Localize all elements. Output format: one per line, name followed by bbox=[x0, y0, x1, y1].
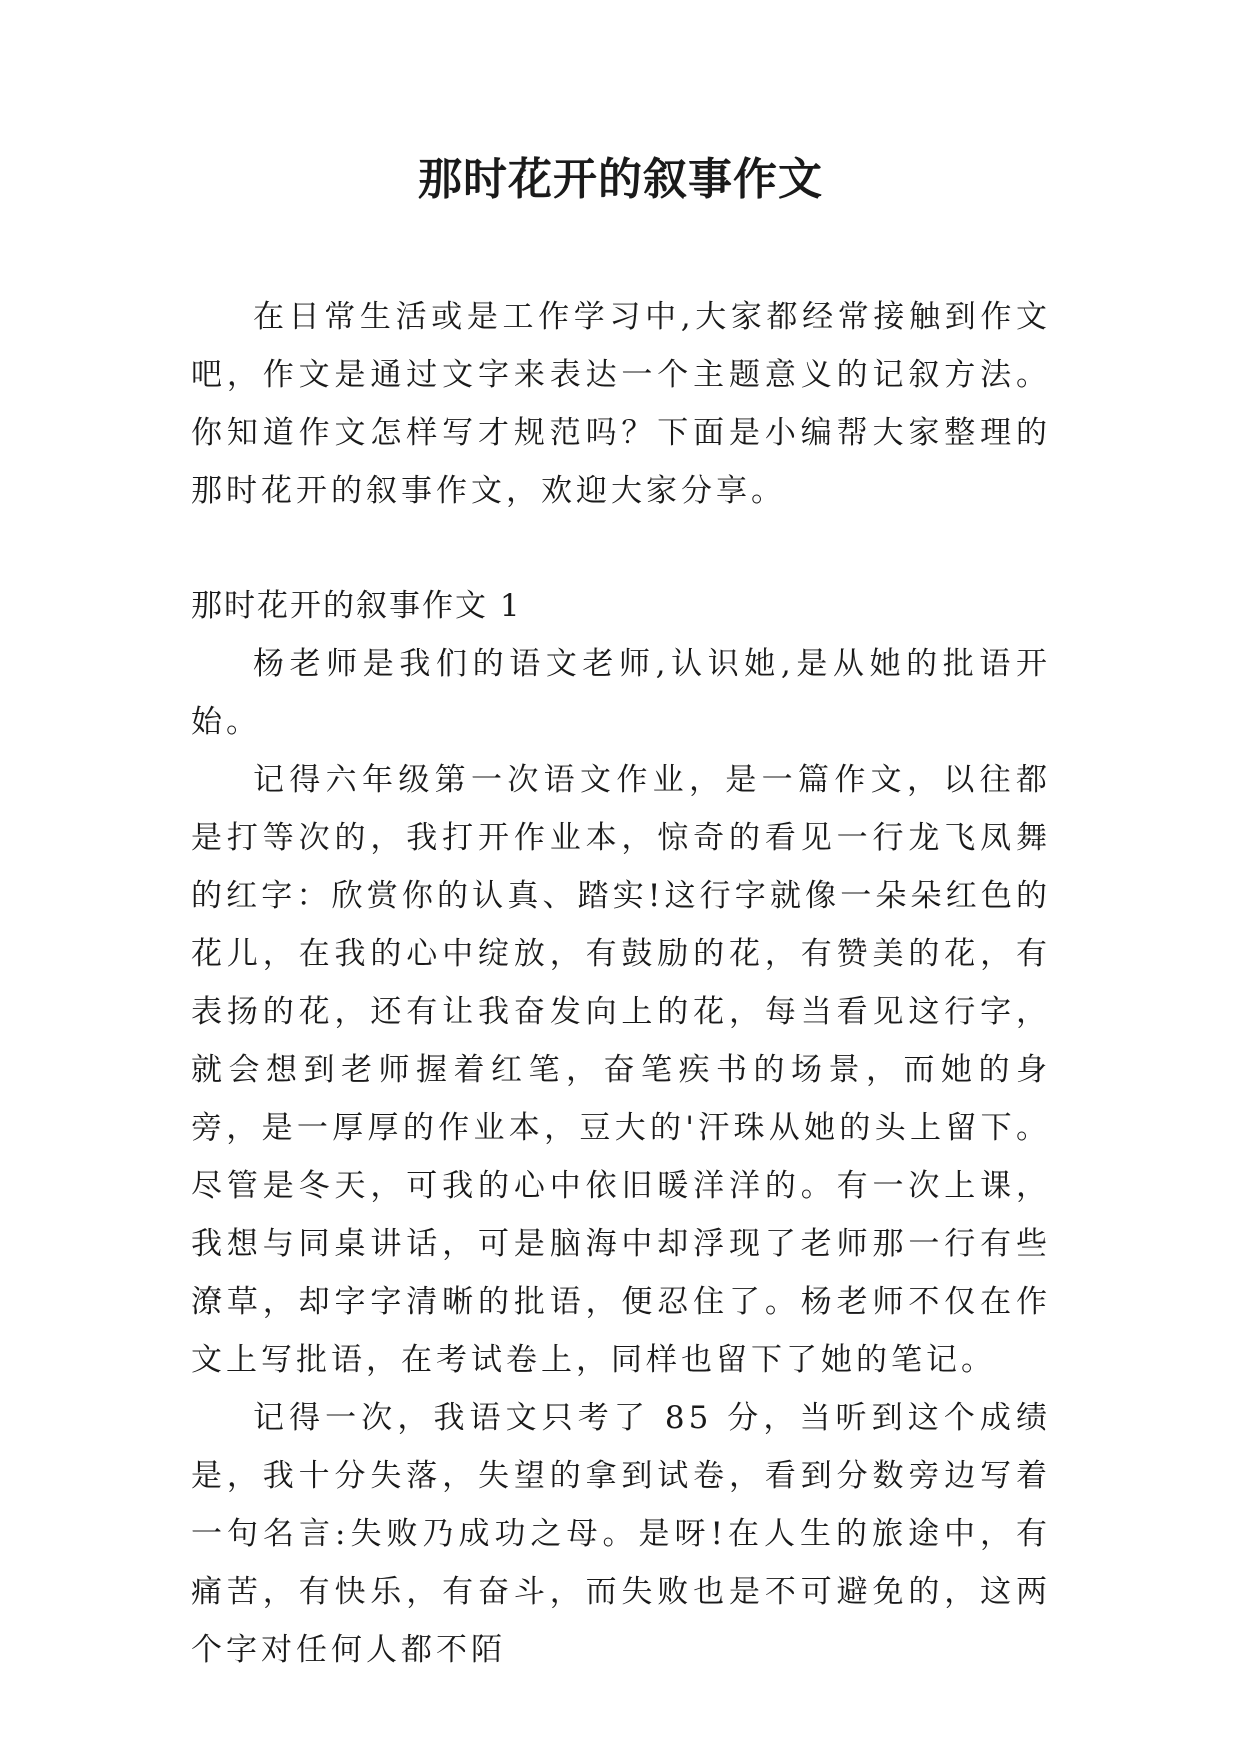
essay-paragraph-2: 记得六年级第一次语文作业，是一篇作文，以往都是打等次的，我打开作业本，惊奇的看见一行龙飞凤舞的红字：欣赏你的认真、踏实!这行字就像一朵朵红色的花儿，在我的心中绽放，有鼓励的花，有赞美的花，有表扬的花，还有让我奋发向上的花，每当看见这行字，就会想到老师握着红笔，奋笔疾书的场景，而她的身旁，是一厚厚的作业本，豆大的'汗珠从她的头上留下。尽管是冬天，可我的心中依旧暖洋洋的。有一次上课，我想与同桌讲话，可是脑海中却浮现了老师那一行有些潦草，却字字清晰的批语，便忍住了。杨老师不仅在作文上写批语，在考试卷上，同样也留下了她的笔记。 bbox=[191, 762, 1051, 1378]
document-title: 那时花开的叙事作文 bbox=[418, 154, 823, 205]
essay-body bbox=[191, 635, 1051, 1679]
essay-paragraph-1: 杨老师是我们的语文老师,认识她,是从她的批语开始。 bbox=[191, 646, 1051, 740]
section-heading: 那时花开的叙事作文 1 bbox=[191, 588, 522, 624]
essay-paragraph-3: 记得一次，我语文只考了 85 分，当听到这个成绩是，我十分失落，失望的拿到试卷，看到分数旁边写着一句名言:失败乃成功之母。是呀!在人生的旅途中，有痛苦，有快乐，有奋斗，而失败也是不可避免的，这两个字对任何人都不陌 bbox=[191, 1400, 1051, 1668]
intro-block bbox=[191, 288, 1051, 520]
intro-paragraph: 在日常生活或是工作学习中,大家都经常接触到作文吧，作文是通过文字来表达一个主题意义的记叙方法。你知道作文怎样写才规范吗？下面是小编帮大家整理的那时花开的叙事作文，欢迎大家分享。 bbox=[191, 299, 1051, 509]
